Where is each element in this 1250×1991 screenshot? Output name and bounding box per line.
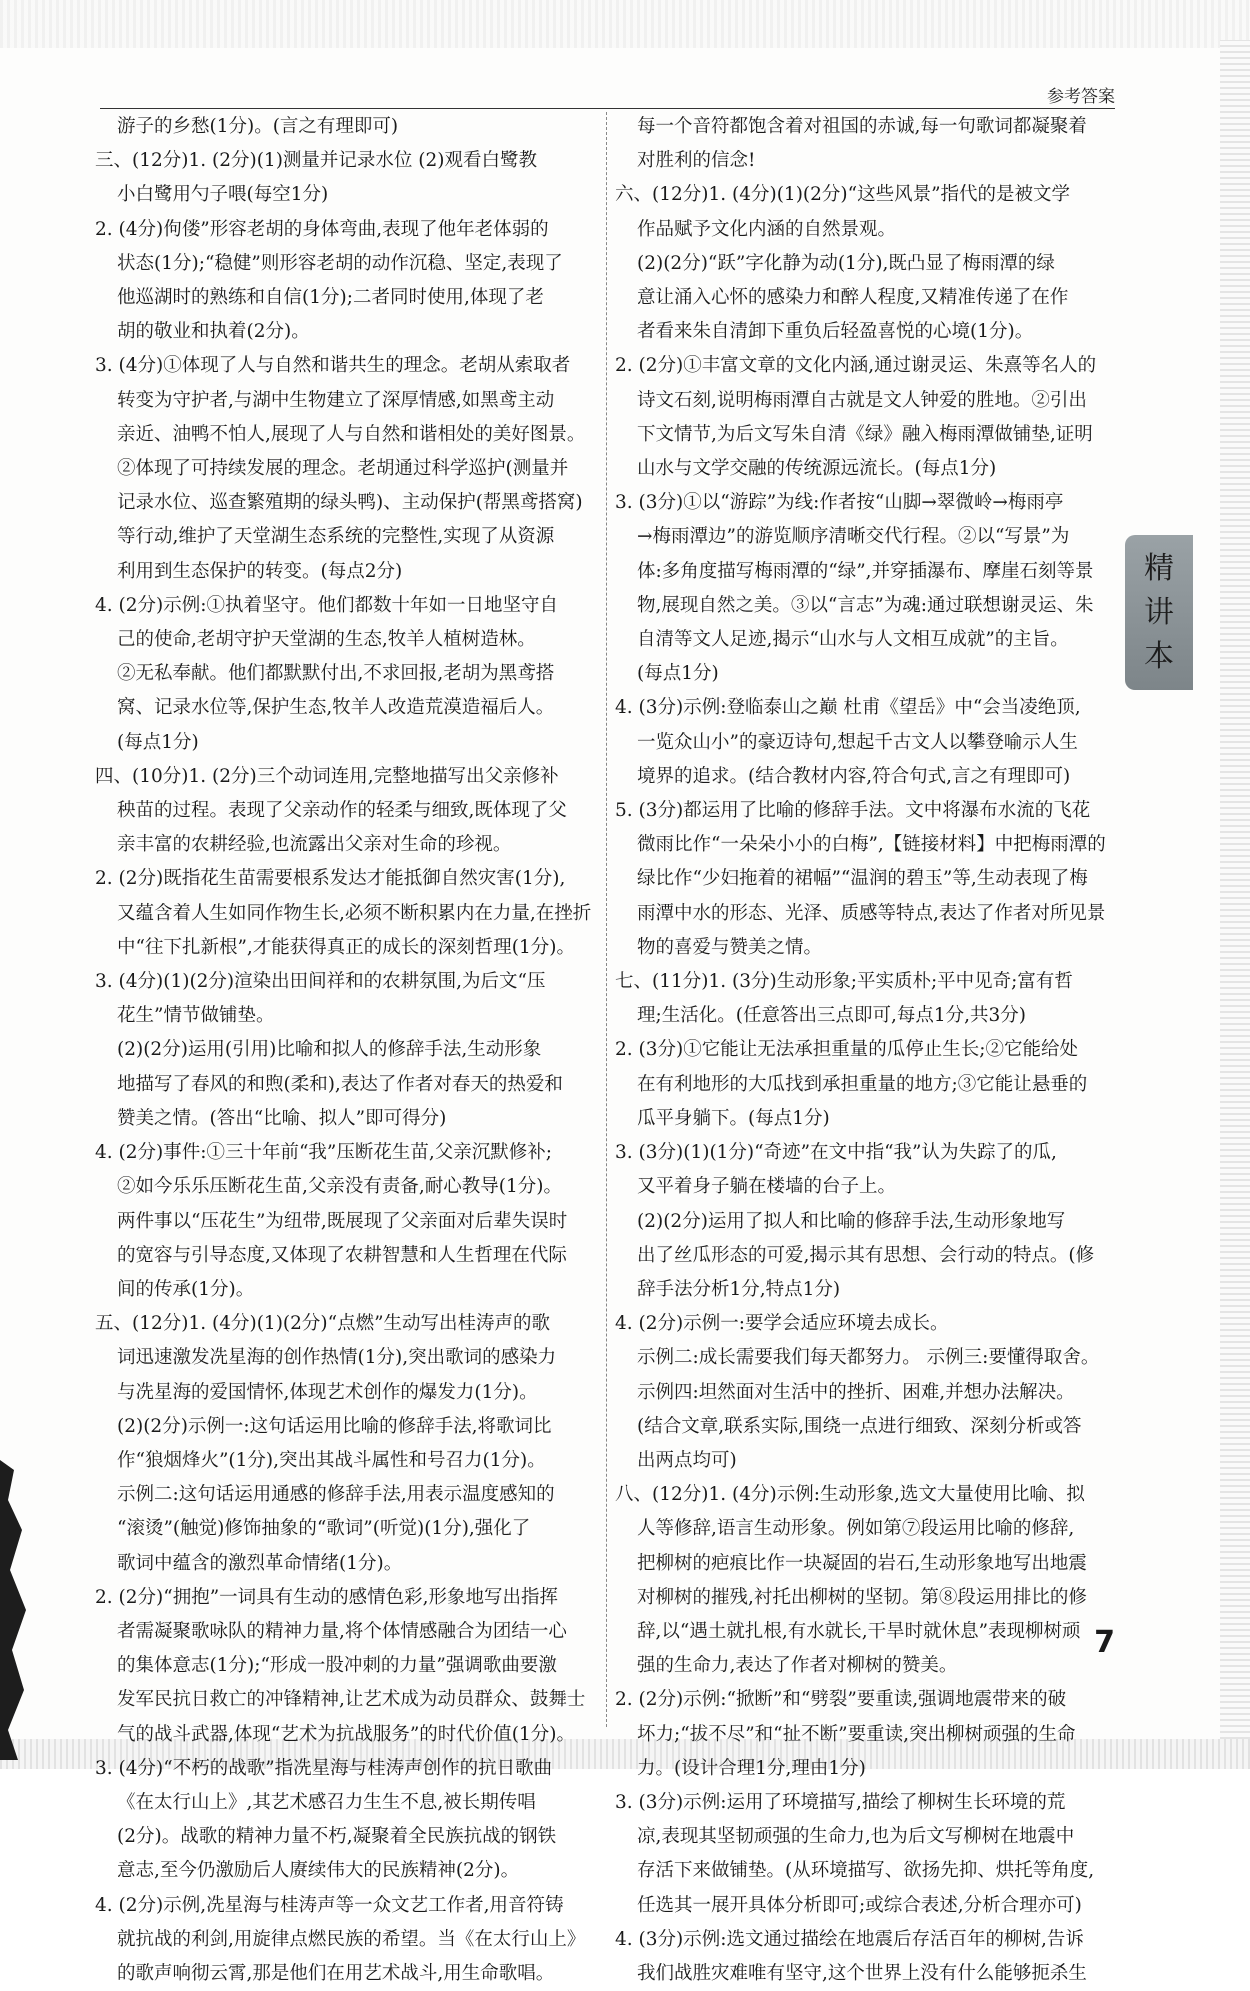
answer-line: 2. (2分)“拥抱”一词具有生动的感情色彩,形象地写出指挥 [95, 1586, 559, 1608]
answer-line: 者看来朱自清卸下重负后轻盈喜悦的心境(1分)。 [637, 321, 1034, 343]
answer-line: (结合文章,联系实际,围绕一点进行细致、深刻分析或答 [637, 1415, 1082, 1437]
answer-line: 游子的乡愁(1分)。(言之有理即可) [117, 116, 399, 137]
answer-line: 物的喜爱与赞美之情。 [637, 936, 823, 958]
answer-line: (每点1分) [117, 731, 199, 753]
answer-line: (2)(2分)运用了拟人和比喻的修辞手法,生动形象地写 [637, 1210, 1066, 1232]
answer-line: 六、(12分)1. (4分)(1)(2分)“这些风景”指代的是被文学 [615, 184, 1071, 206]
answer-line: 《在太行山上》,其艺术感召力生生不息,被长期传唱 [117, 1791, 536, 1813]
answer-line: 意让涌入心怀的感染力和醉人程度,又精准传递了在作 [637, 287, 1069, 309]
answer-line: 地描写了春风的和煦(柔和),表达了作者对春天的热爱和 [117, 1073, 563, 1095]
answer-line: 绿比作“少妇拖着的裙幅”“温润的碧玉”等,生动表现了梅 [637, 868, 1088, 890]
answer-line: 4. (2分)示例一:要学会适应环境去成长。 [615, 1313, 949, 1335]
answer-line: →梅雨潭边”的游览顺序清晰交代行程。②以“写景”为 [637, 526, 1070, 548]
answer-line: 2. (2分)①丰富文章的文化内涵,通过谢灵运、朱熹等名人的 [615, 355, 1097, 377]
answer-line: 示例四:坦然面对生活中的挫折、困难,并想办法解决。 [637, 1381, 1075, 1403]
answer-line: 意志,至今仍激励后人赓续伟大的民族精神(2分)。 [117, 1860, 520, 1882]
answer-line: 凉,表现其坚韧顽强的生命力,也为后文写柳树在地震中 [637, 1826, 1075, 1848]
answer-line: 记录水位、巡查繁殖期的绿头鸭)、主动保护(帮黑鸢搭窝) [117, 492, 583, 514]
answer-line: 词迅速激发冼星海的创作热情(1分),突出歌词的感染力 [117, 1347, 557, 1369]
answer-line: 三、(12分)1. (2分)(1)测量并记录水位 (2)观看白鹭教 [95, 150, 538, 172]
answer-line: ②如今乐乐压断花生苗,父亲没有责备,耐心教导(1分)。 [117, 1176, 562, 1198]
column-divider [606, 112, 607, 1727]
answer-line: 示例二:成长需要我们每天都努力。 示例三:要懂得取舍。 [637, 1347, 1100, 1369]
answer-line: (2分)。战歌的精神力量不朽,凝聚着全民族抗战的钢铁 [117, 1826, 557, 1848]
answer-line: 4. (2分)事件:①三十年前“我”压断花生苗,父亲沉默修补; [95, 1142, 553, 1164]
answer-line: 3. (3分)示例:运用了环境描写,描绘了柳树生长环境的荒 [615, 1791, 1066, 1813]
answer-line: 出两点均可) [637, 1449, 737, 1471]
header-label: 参考答案 [1047, 87, 1115, 107]
answer-line: (2)(2分)“跃”字化静为动(1分),既凸显了梅雨潭的绿 [637, 252, 1055, 274]
answer-line: 辞,以“遇土就扎根,有水就长,干旱时就休息”表现柳树顽 [637, 1620, 1081, 1642]
answer-line: 又平着身子躺在楼墙的台子上。 [637, 1176, 897, 1198]
answer-line: 亲近、油鸭不怕人,展现了人与自然和谐相处的美好图景。 [117, 423, 586, 445]
answer-line: 诗文石刻,说明梅雨潭自古就是文人钟爱的胜地。②引出 [637, 389, 1087, 411]
answer-line: 对柳树的摧残,衬托出柳树的坚韧。第⑧段运用排比的修 [637, 1586, 1087, 1608]
answer-line: 每一个音符都饱含着对祖国的赤诚,每一句歌词都凝聚着 [637, 116, 1087, 137]
answer-line: 2. (4分)佝偻”形容老胡的身体弯曲,表现了他年老体弱的 [95, 218, 549, 240]
answer-line: 者需凝聚歌咏队的精神力量,将个体情感融合为团结一心 [117, 1620, 567, 1642]
answer-line: 气的战斗武器,体现“艺术为抗战服务”的时代价值(1分)。 [117, 1723, 576, 1745]
answer-line: 坏力;“拔不尽”和“扯不断”要重读,突出柳树顽强的生命 [637, 1723, 1076, 1745]
scan-right-edge [1220, 40, 1250, 1769]
answer-line: 七、(11分)1. (3分)生动形象;平实质朴;平中见奇;富有哲 [615, 971, 1073, 993]
answer-line: 状态(1分);“稳健”则形容老胡的动作沉稳、坚定,表现了 [117, 252, 563, 274]
answer-line: 对胜利的信念! [637, 150, 756, 172]
answer-line: 转变为守护者,与湖中生物建立了深厚情感,如黑鸢主动 [117, 389, 555, 411]
answer-line: 瓜平身躺下。(每点1分) [637, 1107, 830, 1129]
answer-line: 窝、记录水位等,保护生态,牧羊人改造荒漠造福后人。 [117, 697, 555, 719]
answer-line: 理;生活化。(任意答出三点即可,每点1分,共3分) [637, 1005, 1026, 1027]
left-column [95, 110, 600, 1991]
answer-line: 山水与文学交融的传统源远流长。(每点1分) [637, 458, 997, 480]
side-tab-char: 本 [1144, 638, 1174, 674]
answer-line: 四、(10分)1. (2分)三个动词连用,完整地描写出父亲修补 [95, 765, 559, 787]
side-tab-char: 精 [1144, 550, 1174, 586]
answer-line: 2. (2分)既指花生苗需要根系发达才能抵御自然灾害(1分), [95, 868, 566, 890]
answer-line: 秧苗的过程。表现了父亲动作的轻柔与细致,既体现了父 [117, 800, 567, 822]
answer-line: 就抗战的利剑,用旋律点燃民族的希望。当《在太行山上》 [117, 1928, 586, 1950]
answer-line: 小白鹭用勺子喂(每空1分) [117, 184, 329, 206]
answer-line: 赞美之情。(答出“比喻、拟人”即可得分) [117, 1107, 447, 1129]
answer-line: 自清等文人足迹,揭示“山水与人文相互成就”的主旨。 [637, 629, 1069, 651]
answer-line: 的歌声响彻云霄,那是他们在用艺术战斗,用生命歌唱。 [117, 1962, 555, 1984]
answer-line: 作“狼烟烽火”(1分),突出其战斗属性和号召力(1分)。 [117, 1449, 546, 1471]
answer-line: 5. (3分)都运用了比喻的修辞手法。文中将瀑布水流的飞花 [615, 800, 1091, 822]
answer-line: (2)(2分)运用(引用)比喻和拟人的修辞手法,生动形象 [117, 1039, 542, 1061]
answer-line: 体:多角度描写梅雨潭的“绿”,并穿插瀑布、摩崖石刻等景 [637, 560, 1094, 582]
answer-line: 存活下来做铺垫。(从环境描写、欲扬先抑、烘托等角度, [637, 1860, 1095, 1882]
answer-line: 人等修辞,语言生动形象。例如第⑦段运用比喻的修辞, [637, 1518, 1075, 1540]
answer-line: 4. (2分)示例:①执着坚守。他们都数十年如一日地坚守自 [95, 594, 558, 616]
answer-line: 下文情节,为后文写朱自清《绿》融入梅雨潭做铺垫,证明 [637, 423, 1093, 445]
answer-line: 八、(12分)1. (4分)示例:生动形象,选文大量使用比喻、拟 [615, 1484, 1085, 1506]
header-rule [100, 108, 1115, 109]
answer-line: 2. (3分)①它能让无法承担重量的瓜停止生长;②它能给处 [615, 1039, 1078, 1061]
answer-line: 3. (3分)①以“游踪”为线:作者按“山脚→翠微岭→梅雨亭 [615, 492, 1064, 514]
answer-line: 任选其一展开具体分析即可;或综合表述,分析合理亦可) [637, 1894, 1082, 1916]
answer-line: 3. (4分)(1)(2分)渲染出田间祥和的农耕氛围,为后文“压 [95, 971, 546, 993]
side-tab-char: 讲 [1144, 594, 1174, 630]
answer-line: 3. (3分)(1)(1分)“奇迹”在文中指“我”认为失踪了的瓜, [615, 1142, 1057, 1164]
answer-line: 2. (2分)示例:“掀断”和“劈裂”要重读,强调地震带来的破 [615, 1689, 1067, 1711]
answer-line: 歌词中蕴含的激烈革命情绪(1分)。 [117, 1552, 403, 1574]
answer-line: 中“往下扎新根”,才能获得真正的成长的深刻哲理(1分)。 [117, 936, 576, 958]
answer-line: 发军民抗日救亡的冲锋精神,让艺术成为动员群众、鼓舞士 [117, 1689, 586, 1711]
answer-line: 一览众山小”的豪迈诗句,想起千古文人以攀登喻示人生 [637, 731, 1078, 753]
answer-line: 等行动,维护了天堂湖生态系统的完整性,实现了从资源 [117, 526, 555, 548]
answer-line: ②体现了可持续发展的理念。老胡通过科学巡护(测量并 [117, 458, 569, 480]
answer-line: 又蕴含着人生如同作物生长,必须不断积累内在力量,在挫折 [117, 902, 592, 924]
answer-line: 我们战胜灾难唯有坚守,这个世界上没有什么能够扼杀生 [637, 1962, 1087, 1984]
answer-line: “滚烫”(触觉)修饰抽象的“歌词”(听觉)(1分),强化了 [117, 1518, 531, 1540]
answer-line: 强的生命力,表达了作者对柳树的赞美。 [637, 1655, 958, 1677]
answer-line: (2)(2分)示例一:这句话运用比喻的修辞手法,将歌词比 [117, 1415, 552, 1437]
torn-edge [0, 1460, 40, 1760]
answer-line: 微雨比作“一朵朵小小的白梅”,【链接材料】中把梅雨潭的 [637, 834, 1106, 856]
answer-line: 4. (2分)示例,冼星海与桂涛声等一众文艺工作者,用音符铸 [95, 1894, 564, 1916]
answer-line: 3. (4分)①体现了人与自然和谐共生的理念。老胡从索取者 [95, 355, 571, 377]
answer-line: 境界的追求。(结合教材内容,符合句式,言之有理即可) [637, 765, 1071, 787]
answer-line: 两件事以“压花生”为纽带,既展现了父亲面对后辈失误时 [117, 1210, 568, 1232]
answer-line: 力。(设计合理1分,理由1分) [637, 1757, 866, 1779]
answer-line: 花生”情节做铺垫。 [117, 1005, 275, 1027]
answer-line: 他巡湖时的熟练和自信(1分);二者同时使用,体现了老 [117, 287, 544, 309]
answer-line: 己的使命,老胡守护天堂湖的生态,牧羊人植树造林。 [117, 629, 536, 651]
answer-line: 作品赋予文化内涵的自然景观。 [637, 218, 897, 240]
answer-line: 在有利地形的大瓜找到承担重量的地方;③它能让悬垂的 [637, 1073, 1088, 1095]
answer-line: 示例二:这句话运用通感的修辞手法,用表示温度感知的 [117, 1484, 555, 1506]
answer-line: 亲丰富的农耕经验,也流露出父亲对生命的珍视。 [117, 834, 512, 856]
answer-line: 胡的敬业和执着(2分)。 [117, 321, 310, 343]
answer-line: 间的传承(1分)。 [117, 1278, 255, 1300]
right-column [615, 110, 1120, 1991]
answer-line: 雨潭中水的形态、光泽、质感等特点,表达了作者对所见景 [637, 902, 1106, 924]
answer-line: 把柳树的疤痕比作一块凝固的岩石,生动形象地写出地震 [637, 1552, 1087, 1574]
side-tab-jingjiangben [1125, 535, 1193, 690]
answer-line: 与冼星海的爱国情怀,体现艺术创作的爆发力(1分)。 [117, 1381, 538, 1403]
answer-line: 的集体意志(1分);“形成一股冲刺的力量”强调歌曲要激 [117, 1655, 557, 1677]
answer-line: 4. (3分)示例:选文通过描绘在地震后存活百年的柳树,告诉 [615, 1928, 1084, 1950]
answer-line: 的宽容与引导态度,又体现了农耕智慧和人生哲理在代际 [117, 1244, 567, 1266]
answer-line: (每点1分) [637, 663, 719, 685]
scan-top-edge [0, 0, 1250, 48]
answer-line: 五、(12分)1. (4分)(1)(2分)“点燃”生动写出桂涛声的歌 [95, 1313, 551, 1335]
answer-line: 利用到生态保护的转变。(每点2分) [117, 560, 403, 582]
answer-line: 出了丝瓜形态的可爱,揭示其有思想、会行动的特点。(修 [637, 1244, 1095, 1266]
answer-line: 3. (4分)“不朽的战歌”指冼星海与桂涛声创作的抗日歌曲 [95, 1757, 553, 1779]
answer-line: 物,展现自然之美。③以“言志”为魂:通过联想谢灵运、朱 [637, 594, 1094, 616]
answer-line: 4. (3分)示例:登临泰山之巅 杜甫《望岳》中“会当凌绝顶, [615, 697, 1081, 719]
answer-line: 辞手法分析1分,特点1分) [637, 1278, 841, 1300]
page-number: 7 [1094, 1625, 1115, 1660]
answer-line: ②无私奉献。他们都默默付出,不求回报,老胡为黑鸢搭 [117, 663, 555, 685]
